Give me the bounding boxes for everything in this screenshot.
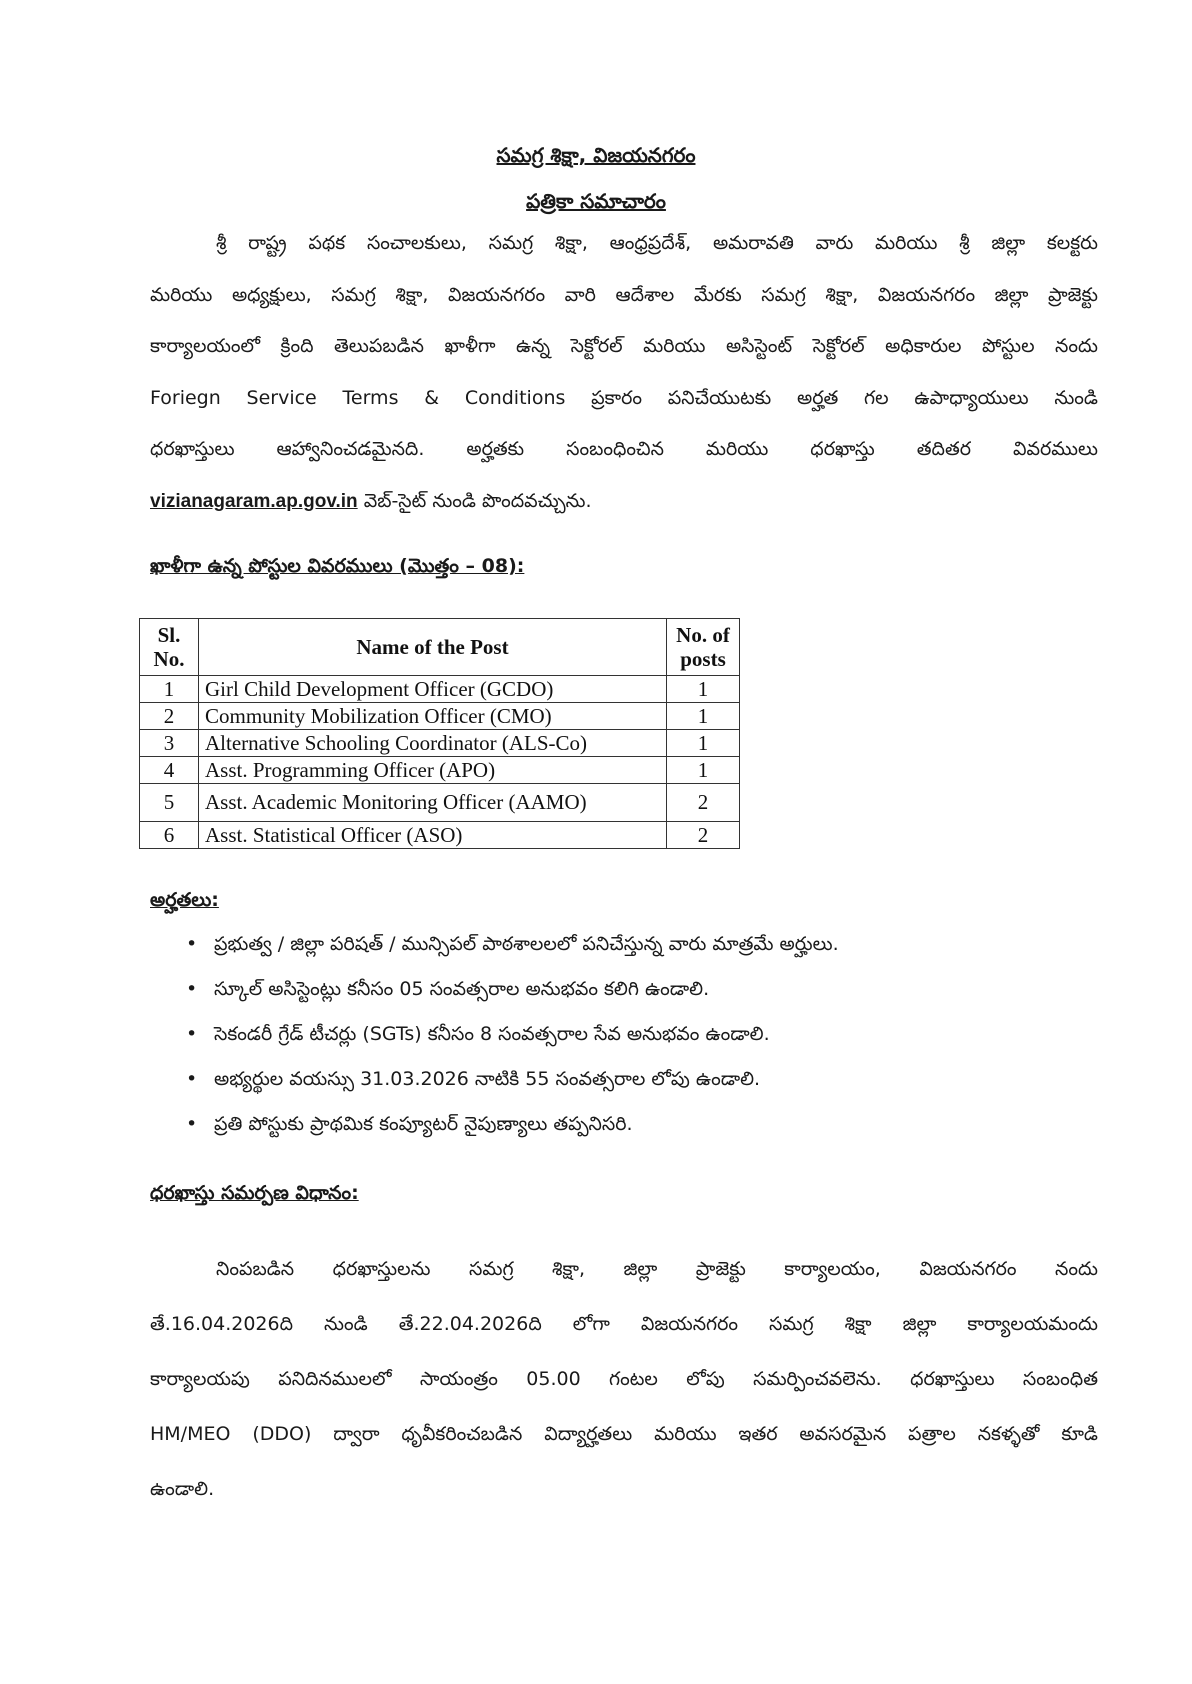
cell-name: Community Mobilization Officer (CMO)	[199, 703, 667, 730]
cell-sl: 3	[140, 730, 199, 757]
bullet-icon: •	[186, 978, 198, 1000]
cell-sl: 5	[140, 784, 199, 822]
cell-name: Asst. Programming Officer (APO)	[199, 757, 667, 784]
list-item-text: ప్రభుత్వ / జిల్లా పరిషత్ / మున్సిపల్ పాఠశాలలలో పనిచేస్తున్న వారు మాత్రమే అర్హులు.	[214, 933, 839, 955]
cell-name: Asst. Academic Monitoring Officer (AAMO)	[199, 784, 667, 822]
cell-sl: 2	[140, 703, 199, 730]
list-item-text: ప్రతి పోస్టుకు ప్రాథమిక కంప్యూటర్ నైపుణ్యాలు తప్పనిసరి.	[214, 1113, 633, 1135]
list-item-text: సెకండరీ గ్రేడ్ టీచర్లు (SGTs) కనీసం 8 సంవత్సరాల సేవ అనుభవం ఉండాలి.	[214, 1023, 770, 1045]
list-item	[150, 967, 839, 1012]
intro-line: Foriegn Service Terms & Conditions ప్రకారం పనిచేయుటకు అర్హత గల ఉపాధ్యాయులు నుండి	[150, 386, 1098, 409]
intro-line: కార్యాలయంలో క్రింది తెలుపబడిన ఖాళీగా ఉన్న సెక్టోరల్ మరియు అసిస్టెంట్ సెక్టోరల్ అధికారుల పోస్టుల నందు	[150, 335, 1098, 357]
table-row	[140, 730, 740, 757]
submission-line: నింపబడిన ధరఖాస్తులను సమగ్ర శిక్షా, జిల్లా ప్రాజెక్టు కార్యాలయం, విజయనగరం నందు	[216, 1258, 1098, 1280]
submission-line: HM/MEO (DDO) ద్వారా ధృవీకరించబడిన విద్యార్హతలు మరియు ఇతర అవసరమైన పత్రాల నకళ్ళతో కూడి	[150, 1423, 1098, 1445]
list-item	[150, 922, 839, 967]
cell-count: 1	[667, 730, 740, 757]
column-header-count: No. of posts	[667, 619, 740, 676]
list-item	[150, 1057, 839, 1102]
table-row	[140, 784, 740, 822]
table-row	[140, 676, 740, 703]
list-item	[150, 1012, 839, 1057]
intro-line: ధరఖాస్తులు ఆహ్వానించడమైనది. అర్హతకు సంబంధించిన మరియు ధరఖాస్తు తదితర వివరములు	[150, 438, 1098, 460]
vacancies-table	[139, 618, 740, 849]
vacancies-heading: ఖాళీగా ఉన్న పోస్టుల వివరములు (మొత్తం – 08):	[150, 555, 525, 577]
table-row	[140, 757, 740, 784]
cell-name: Asst. Statistical Officer (ASO)	[199, 822, 667, 849]
column-header-name: Name of the Post	[199, 619, 667, 676]
submission-line: కార్యాలయపు పనిదినములలో సాయంత్రం 05.00 గంటల లోపు సమర్పించవలెను. ధరఖాస్తులు సంబంధిత	[150, 1368, 1098, 1390]
intro-paragraph	[150, 218, 1098, 527]
list-item-text: స్కూల్ అసిస్టెంట్లు కనీసం 05 సంవత్సరాల అనుభవం కలిగి ఉండాలి.	[214, 978, 710, 1000]
submission-line: తే.16.04.2026ది నుండి తే.22.04.2026ది లోగా విజయనగరం సమగ్ర శిక్షా జిల్లా కార్యాలయమందు	[150, 1313, 1098, 1335]
column-header-sl: Sl. No.	[140, 619, 199, 676]
bullet-icon: •	[186, 1023, 198, 1045]
bullet-icon: •	[186, 1068, 198, 1090]
intro-line: శ్రీ రాష్ట్ర పథక సంచాలకులు, సమగ్ర శిక్షా, ఆంధ్రప్రదేశ్, అమరావతి వారు మరియు శ్రీ జిల్లా కలక్టరు	[216, 232, 1098, 254]
cell-sl: 4	[140, 757, 199, 784]
intro-line: మరియు అధ్యక్షులు, సమగ్ర శిక్షా, విజయనగరం వారి ఆదేశాల మేరకు సమగ్ర శిక్షా, విజయనగరం జిల్లా ప్రాజెక్టు	[150, 283, 1098, 306]
table-row	[140, 822, 740, 849]
cell-name: Girl Child Development Officer (GCDO)	[199, 676, 667, 703]
list-item-text: అభ్యర్థుల వయస్సు 31.03.2026 నాటికి 55 సంవత్సరాల లోపు ఉండాలి.	[214, 1068, 761, 1090]
cell-count: 1	[667, 703, 740, 730]
bullet-icon: •	[186, 1113, 198, 1135]
submission-paragraph	[150, 1242, 1098, 1517]
qualifications-heading: అర్హతలు:	[150, 889, 219, 911]
cell-count: 2	[667, 784, 740, 822]
bullet-icon: •	[186, 933, 198, 955]
submission-line: ఉండాలి.	[150, 1478, 215, 1500]
cell-sl: 1	[140, 676, 199, 703]
office-title: సమగ్ర శిక్షా, విజయనగరం	[496, 143, 696, 167]
press-release-title: పత్రికా సమాచారం	[526, 189, 666, 213]
list-item	[150, 1102, 839, 1147]
cell-count: 2	[667, 822, 740, 849]
table-header-row	[140, 619, 740, 676]
website-suffix: వెబ్-సైట్ నుండి పొందవచ్చును.	[357, 489, 592, 512]
table-row	[140, 703, 740, 730]
qualifications-list	[150, 922, 839, 1147]
submission-heading: ధరఖాస్తు సమర్పణ విధానం:	[150, 1182, 359, 1204]
website-link[interactable]: vizianagaram.ap.gov.in	[150, 490, 358, 512]
intro-line-website	[150, 476, 1098, 528]
cell-sl: 6	[140, 822, 199, 849]
cell-name: Alternative Schooling Coordinator (ALS-Co)	[199, 730, 667, 757]
cell-count: 1	[667, 676, 740, 703]
cell-count: 1	[667, 757, 740, 784]
